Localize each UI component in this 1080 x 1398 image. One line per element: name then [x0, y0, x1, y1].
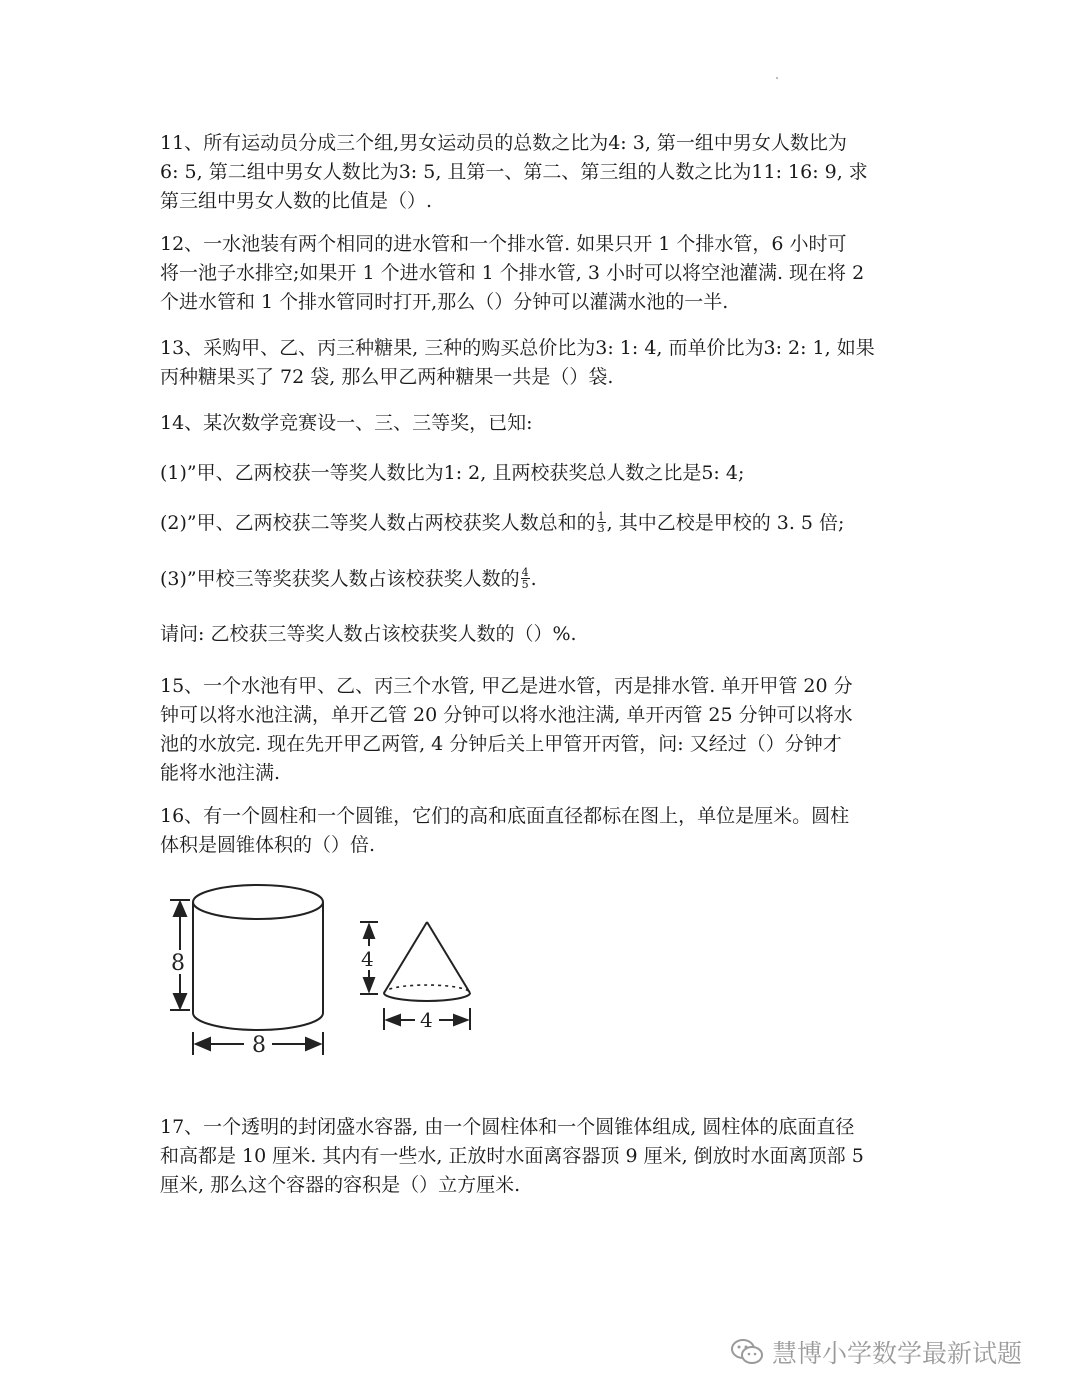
condition-2-text	[160, 509, 930, 538]
condition-1-text: (1)”甲、乙两校获一等奖人数比为1: 2, 且两校获奖总人数之比是5: 4;	[160, 462, 745, 484]
question-11	[160, 129, 930, 216]
cylinder-shape	[193, 885, 323, 1030]
cone-diameter-label: 4	[420, 1008, 433, 1032]
question-14-condition-3	[160, 565, 930, 594]
fraction-denominator: 5	[521, 577, 529, 591]
question-12-line: 12、一水池装有两个相同的进水管和一个排水管. 如果只开 1 个排水管，6 小时可	[160, 233, 847, 255]
condition-3-text	[160, 565, 930, 594]
question-12-line: 个进水管和 1 个排水管同时打开,那么（）分钟可以灌满水池的一半.	[160, 291, 729, 313]
question-16	[160, 802, 930, 860]
question-14-ask-text: 请问: 乙校获三等奖人数占该校获奖人数的（）%.	[160, 623, 577, 645]
fraction-one-third	[597, 511, 606, 534]
question-17	[160, 1113, 930, 1200]
watermark	[730, 1332, 1060, 1372]
cylinder-height-label: 8	[171, 951, 185, 976]
fraction-denominator: 3	[597, 521, 605, 535]
question-16-line: 体积是圆锥体积的（）倍.	[160, 834, 376, 856]
question-12-line: 将一池子水排空;如果开 1 个进水管和 1 个排水管, 3 小时可以将空池灌满. 现在将 2	[160, 262, 865, 284]
wechat-icon	[730, 1338, 764, 1366]
question-13	[160, 334, 930, 392]
watermark-text: 慧博小学数学最新试题	[772, 1339, 1023, 1368]
question-17-line: 厘米, 那么这个容器的容积是（）立方厘米.	[160, 1174, 521, 1196]
question-14-condition-1	[160, 459, 930, 488]
question-11-line: 第三组中男女人数的比值是（）.	[160, 190, 433, 212]
question-11-line: 6: 5, 第二组中男女人数比为3: 5, 且第一、第二、第三组的人数之比为11: 16: 9, 求	[160, 161, 868, 183]
question-14-intro	[160, 409, 930, 438]
question-15	[160, 672, 930, 788]
question-17-line: 17、一个透明的封闭盛水容器, 由一个圆柱体和一个圆锥体组成, 圆柱体的底面直径	[160, 1116, 855, 1138]
cone-height-label: 4	[361, 947, 374, 971]
question-12	[160, 230, 930, 317]
fraction-numerator: 1	[597, 509, 605, 523]
question-16-line: 16、有一个圆柱和一个圆锥，它们的高和底面直径都标在图上，单位是厘米。圆柱	[160, 805, 850, 827]
condition-2-pre: (2)”甲、乙两校获二等奖人数占两校获奖人数总和的	[160, 512, 596, 534]
condition-3-post: .	[530, 568, 537, 590]
cone-shape	[384, 922, 470, 1001]
cylinder-cone-figure	[160, 880, 490, 1070]
question-15-line: 15、一个水池有甲、乙、丙三个水管, 甲乙是进水管，丙是排水管. 单开甲管 20 分	[160, 675, 853, 697]
fraction-four-fifths	[521, 567, 530, 590]
question-14-condition-2	[160, 509, 930, 538]
condition-3-pre: (3)”甲校三等奖获奖人数占该校获奖人数的	[160, 568, 520, 590]
question-15-line: 钟可以将水池注满，单开乙管 20 分钟可以将水池注满, 单开丙管 25 分钟可以将水	[160, 704, 853, 726]
question-15-line: 池的水放完. 现在先开甲乙两管, 4 分钟后关上甲管开丙管，问: 又经过（）分钟才	[160, 733, 842, 755]
condition-2-post: , 其中乙校是甲校的 3. 5 倍;	[606, 512, 845, 534]
question-15-line: 能将水池注满.	[160, 762, 281, 784]
question-17-line: 和高都是 10 厘米. 其内有一些水, 正放时水面离容器顶 9 厘米, 倒放时水面离顶部 5	[160, 1145, 864, 1167]
question-11-line: 11、所有运动员分成三个组,男女运动员的总数之比为4: 3, 第一组中男女人数比为	[160, 132, 847, 154]
question-14-ask	[160, 620, 930, 649]
question-13-line: 丙种糖果买了 72 袋, 那么甲乙两种糖果一共是（）袋.	[160, 366, 614, 388]
scan-speck	[776, 77, 778, 79]
cylinder-diameter-label: 8	[252, 1033, 266, 1058]
fraction-numerator: 4	[521, 565, 529, 579]
question-13-line: 13、采购甲、乙、丙三种糖果, 三种的购买总价比为3: 1: 4, 而单价比为3: 2: 1, 如果	[160, 337, 875, 359]
question-14-intro-text: 14、某次数学竞赛设一、三、三等奖，已知:	[160, 412, 533, 434]
